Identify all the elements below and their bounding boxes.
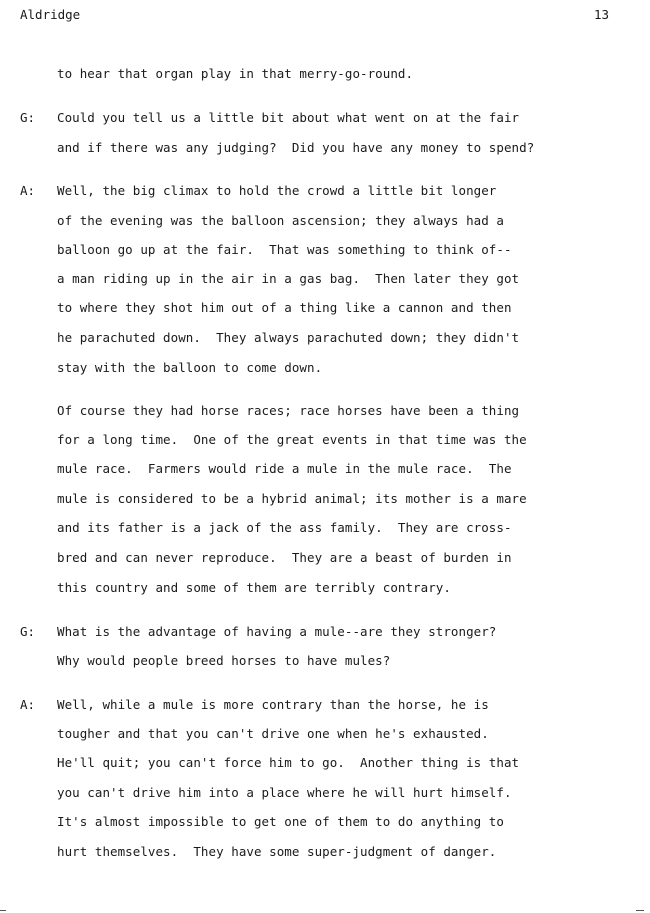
transcript-line: hurt themselves. They have some super-judgment of danger. [57, 844, 497, 859]
transcript-line: Of course they had horse races; race horses have been a thing [57, 403, 520, 418]
transcript-line: and if there was any judging? Did you have any money to spend? [57, 140, 535, 155]
page-number: 13 [594, 7, 610, 22]
speaker-label: G: [20, 624, 36, 639]
transcript-line: Well, while a mule is more contrary than the horse, he is [57, 697, 489, 712]
speaker-label: A: [20, 697, 36, 712]
transcript-line: for a long time. One of the great events in that time was the [57, 432, 527, 447]
transcript-line: tougher and that you can't drive one when he's exhausted. [57, 726, 489, 741]
transcript-line: Could you tell us a little bit about what went on at the fair [57, 110, 520, 125]
scan-edge-mark-right [636, 910, 644, 911]
transcript-line: balloon go up at the fair. That was something to think of-- [57, 242, 512, 257]
transcript-line: a man riding up in the air in a gas bag. Then later they got [57, 271, 520, 286]
transcript-line: Why would people breed horses to have mules? [57, 653, 391, 668]
transcript-line: to hear that organ play in that merry-go-round. [57, 66, 414, 81]
speaker-label: A: [20, 183, 36, 198]
transcript-line: What is the advantage of having a mule--are they stronger? [57, 624, 497, 639]
transcript-line: mule race. Farmers would ride a mule in the mule race. The [57, 461, 512, 476]
transcript-line: this country and some of them are terribly contrary. [57, 580, 451, 595]
transcript-line: He'll quit; you can't force him to go. Another thing is that [57, 755, 520, 770]
scan-edge-mark-left [0, 910, 6, 911]
transcript-line: bred and can never reproduce. They are a beast of burden in [57, 550, 512, 565]
transcript-line: It's almost impossible to get one of them to do anything to [57, 814, 504, 829]
transcript-line: to where they shot him out of a thing like a cannon and then [57, 300, 512, 315]
transcript-line: of the evening was the balloon ascension; they always had a [57, 213, 504, 228]
transcript-line: and its father is a jack of the ass family. They are cross- [57, 520, 512, 535]
header-interviewee-name: Aldridge [20, 7, 81, 22]
transcript-line: stay with the balloon to come down. [57, 360, 323, 375]
transcript-line: Well, the big climax to hold the crowd a little bit longer [57, 183, 497, 198]
speaker-label: G: [20, 110, 36, 125]
transcript-line: he parachuted down. They always parachuted down; they didn't [57, 330, 520, 345]
transcript-line: you can't drive him into a place where he will hurt himself. [57, 785, 512, 800]
transcript-line: mule is considered to be a hybrid animal; its mother is a mare [57, 491, 527, 506]
